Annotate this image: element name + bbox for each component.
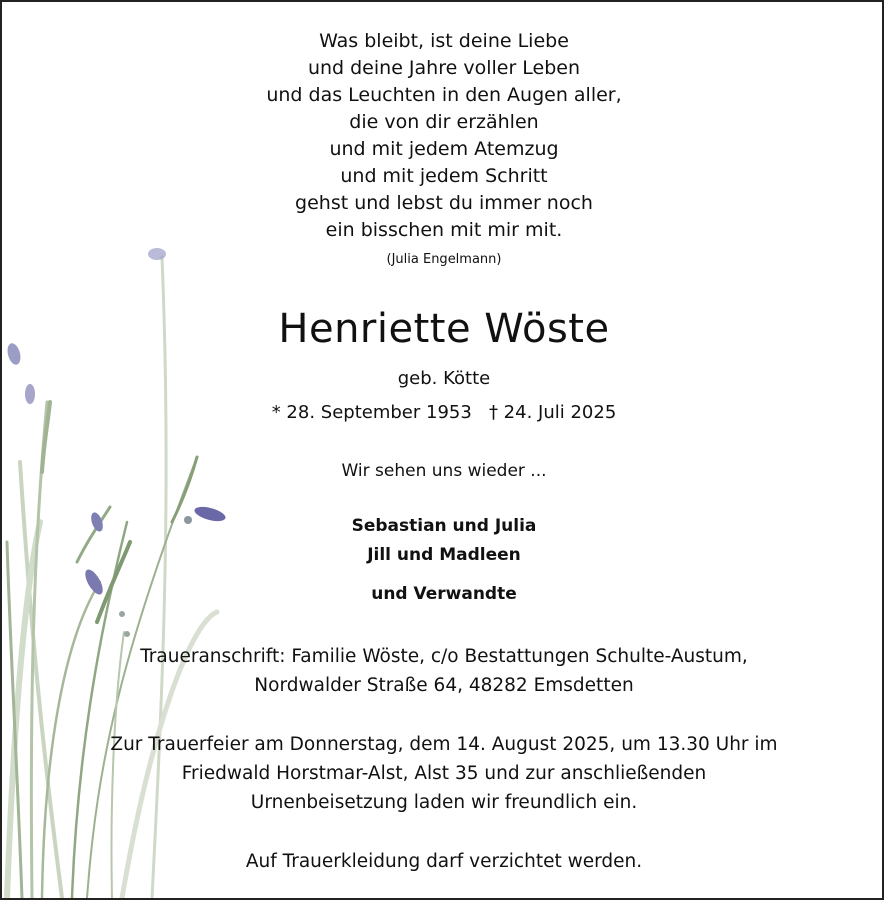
ceremony-info: Zur Trauerfeier am Donnerstag, dem 14. August 2025, um 13.30 Uhr im (110, 734, 778, 755)
grass-stem (72, 522, 127, 898)
mourning-address: Nordwalder Straße 64, 48282 Emsdetten (254, 675, 634, 696)
poem-line: und mit jedem Schritt (340, 165, 548, 187)
flower-bud (124, 631, 130, 637)
poem-line: gehst und lebst du immer noch (295, 192, 593, 214)
closing-line: Wir sehen uns wieder ... (341, 461, 547, 481)
deceased-name: Henriette Wöste (278, 306, 610, 352)
ceremony-info: Urnenbeisetzung laden wir freundlich ein. (250, 792, 638, 813)
flower-bud (119, 611, 125, 617)
dress-note: Auf Trauerkleidung darf verzichtet werden. (245, 851, 643, 872)
poem-line: und das Leuchten in den Augen aller, (266, 84, 622, 106)
poem-line: Was bleibt, ist deine Liebe (319, 30, 569, 52)
mourner-names: Sebastian und Julia (351, 516, 537, 536)
mourner-relatives: und Verwandte (371, 584, 517, 604)
poem-line: und deine Jahre voller Leben (307, 57, 581, 79)
ceremony-info: Friedwald Horstmar-Alst, Alst 35 und zur anschließenden (181, 763, 707, 784)
life-dates: * 28. September 1953 † 24. Juli 2025 (271, 402, 617, 423)
mourner-names: Jill und Madleen (367, 545, 521, 565)
poem-line: und mit jedem Atemzug (329, 138, 559, 160)
poem-author: (Julia Engelmann) (386, 252, 502, 267)
poem-line: die von dir erzählen (349, 111, 539, 133)
poem-line: ein bisschen mit mir mit. (325, 219, 563, 241)
mourning-address: Traueranschrift: Familie Wöste, c/o Bestattungen Schulte-Austum, (140, 646, 748, 667)
birth-name: geb. Kötte (397, 368, 491, 389)
